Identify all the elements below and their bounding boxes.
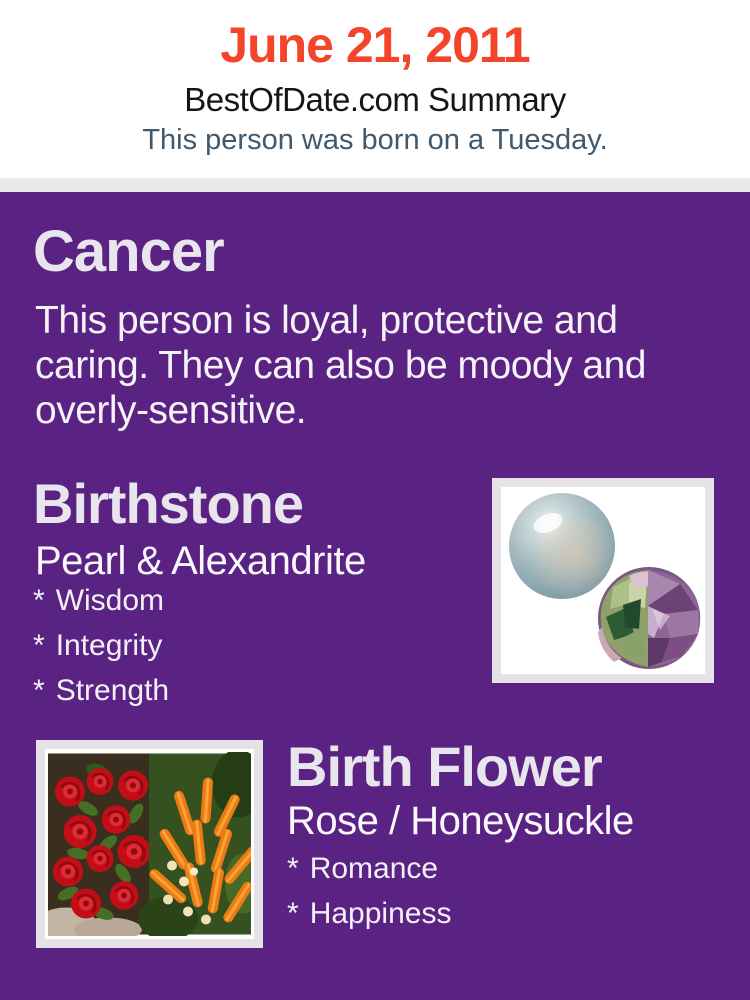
bullet-marker: * — [287, 897, 299, 930]
trait-label: Happiness — [309, 897, 452, 930]
birth-flower-heading: Birth Flower — [287, 735, 602, 798]
trait-item — [33, 585, 169, 616]
trait-label: Strength — [55, 674, 170, 707]
bullet-marker: * — [33, 584, 45, 617]
trait-item — [33, 675, 169, 706]
header — [0, 0, 750, 178]
flower-photo-frame — [36, 740, 263, 948]
trait-label: Wisdom — [55, 584, 165, 617]
birthstone-heading: Birthstone — [33, 472, 303, 535]
pearl-and-alexandrite-photo — [501, 487, 705, 674]
trait-label: Romance — [309, 852, 439, 885]
birthstone-names: Pearl & Alexandrite — [35, 539, 366, 583]
bullet-marker: * — [287, 852, 299, 885]
bullet-marker: * — [33, 674, 45, 707]
birthstone-traits-list — [33, 585, 169, 720]
trait-label: Integrity — [55, 629, 163, 662]
birth-flower-names: Rose / Honeysuckle — [287, 799, 634, 843]
alexandrite-image — [598, 567, 700, 669]
purple-panel — [0, 192, 750, 1000]
rose-and-honeysuckle-photo — [48, 752, 251, 936]
site-summary: BestOfDate.com Summary — [184, 81, 566, 118]
weekday-line: This person was born on a Tuesday. — [142, 124, 608, 156]
birthstone-photo-frame — [492, 478, 714, 683]
birth-flower-traits-list — [287, 853, 451, 943]
roses-photo — [48, 754, 151, 937]
honeysuckle-photo — [138, 752, 251, 936]
trait-item — [287, 898, 451, 929]
zodiac-sign-heading: Cancer — [33, 219, 224, 284]
zodiac-description: This person is loyal, protective and caring. They can also be moody and overly-sensitive. — [35, 299, 646, 432]
pearl-image — [509, 493, 615, 599]
trait-item — [33, 630, 169, 661]
trait-item — [287, 853, 451, 884]
date-title: June 21, 2011 — [220, 17, 530, 73]
bullet-marker: * — [33, 629, 45, 662]
header-divider — [0, 178, 750, 192]
